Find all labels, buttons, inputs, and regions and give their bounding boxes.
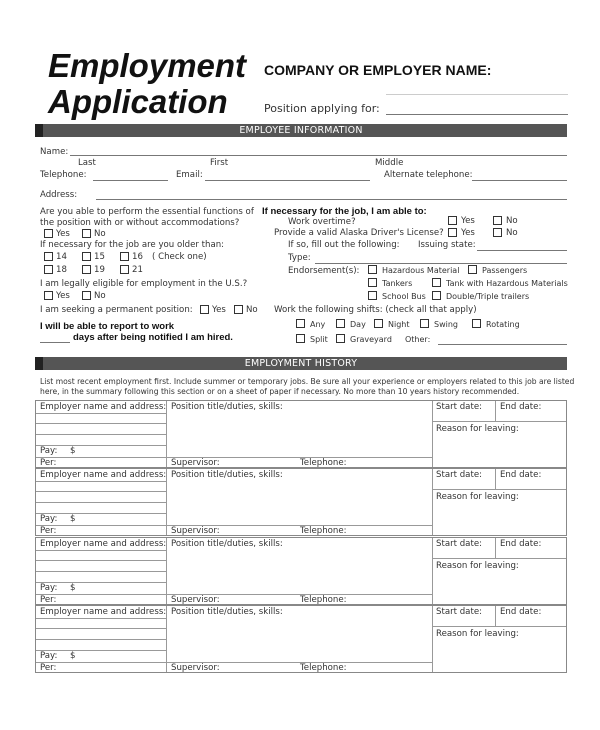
- supervisor-label: Supervisor:: [171, 595, 220, 605]
- report-line1: I will be able to report to work: [40, 321, 175, 332]
- shift-swing-label: Swing: [434, 320, 458, 329]
- name-first-label: First: [210, 158, 229, 168]
- supervisor-label: Supervisor:: [171, 663, 220, 673]
- q-older-label: If necessary for the job are you older than:: [40, 240, 225, 250]
- telephone-label: Telephone:: [300, 595, 347, 605]
- end-date-label: End date:: [500, 470, 542, 480]
- employer-label: Employer name and address:: [40, 539, 167, 549]
- position-input-line[interactable]: [386, 114, 568, 115]
- history-entry: [35, 400, 567, 468]
- per-label: Per:: [40, 595, 57, 605]
- report-line2: days after being notified I am hired.: [73, 332, 233, 343]
- history-intro-line1: List most recent employment first. Include summer or temporary jobs. Be sure all your experience or employers related to this job are listed: [40, 377, 575, 386]
- shift-any-checkbox[interactable]: [296, 319, 305, 328]
- shift-other-label: Other:: [405, 335, 431, 344]
- pay-label: Pay:: [40, 514, 58, 524]
- shift-split-checkbox[interactable]: [296, 334, 305, 343]
- overtime-no-checkbox[interactable]: [493, 216, 502, 225]
- shift-any-label: Any: [310, 320, 326, 329]
- license-no-checkbox[interactable]: [493, 228, 502, 237]
- supervisor-label: Supervisor:: [171, 526, 220, 536]
- age-15-label: 15: [94, 252, 105, 262]
- employer-label: Employer name and address:: [40, 402, 167, 412]
- age-15-checkbox[interactable]: [82, 252, 91, 261]
- pay-dollar: $: [70, 583, 76, 593]
- per-label: Per:: [40, 663, 57, 673]
- position-duties-label: Position title/duties, skills:: [171, 402, 283, 412]
- shift-night-label: Night: [388, 320, 410, 329]
- age-14-checkbox[interactable]: [44, 252, 53, 261]
- pay-label: Pay:: [40, 651, 58, 661]
- if-necessary-heading: If necessary for the job, I am able to:: [262, 206, 427, 217]
- license-yes-checkbox[interactable]: [448, 228, 457, 237]
- eligible-no-checkbox[interactable]: [82, 291, 91, 300]
- license-yes-label: Yes: [461, 228, 475, 238]
- passengers-label: Passengers: [482, 266, 528, 275]
- pay-dollar: $: [70, 514, 76, 524]
- alt-telephone-label: Alternate telephone:: [384, 170, 473, 180]
- supervisor-label: Supervisor:: [171, 458, 220, 468]
- age-19-label: 19: [94, 265, 105, 275]
- school-bus-checkbox[interactable]: [368, 291, 377, 300]
- permanent-yes-label: Yes: [212, 305, 226, 315]
- pay-label: Pay:: [40, 446, 58, 456]
- double-triple-label: Double/Triple trailers: [446, 292, 530, 301]
- position-duties-label: Position title/duties, skills:: [171, 539, 283, 549]
- age-18-label: 18: [56, 265, 67, 275]
- title-application: Application: [48, 83, 228, 120]
- perform-no-label: No: [94, 229, 106, 239]
- telephone-input-line[interactable]: [93, 180, 168, 181]
- telephone-label: Telephone:: [300, 458, 347, 468]
- age-16-checkbox[interactable]: [120, 252, 129, 261]
- tank-hazmat-checkbox[interactable]: [432, 278, 441, 287]
- reason-leaving-label: Reason for leaving:: [436, 629, 519, 639]
- history-entry: [35, 605, 567, 673]
- start-date-label: Start date:: [436, 607, 482, 617]
- company-label: COMPANY OR EMPLOYER NAME:: [264, 62, 492, 78]
- type-input-line[interactable]: [315, 263, 567, 264]
- shift-split-label: Split: [310, 335, 328, 344]
- age-19-checkbox[interactable]: [82, 265, 91, 274]
- shift-rotating-label: Rotating: [486, 320, 520, 329]
- alaska-license-label: Provide a valid Alaska Driver's License?: [274, 228, 444, 238]
- pay-dollar: $: [70, 651, 76, 661]
- reason-leaving-label: Reason for leaving:: [436, 561, 519, 571]
- perform-yes-label: Yes: [56, 229, 70, 239]
- passengers-checkbox[interactable]: [468, 265, 477, 274]
- telephone-label: Telephone:: [40, 170, 87, 180]
- address-label: Address:: [40, 190, 78, 200]
- name-last-label: Last: [78, 158, 96, 168]
- overtime-no-label: No: [506, 216, 518, 226]
- history-entry: [35, 537, 567, 605]
- shift-swing-checkbox[interactable]: [420, 319, 429, 328]
- report-days-input-line[interactable]: [40, 342, 70, 343]
- q-eligible-label: I am legally eligible for employment in the U.S.?: [40, 279, 248, 289]
- overtime-yes-checkbox[interactable]: [448, 216, 457, 225]
- q-perform-line1: Are you able to perform the essential functions of: [40, 207, 254, 217]
- shift-rotating-checkbox[interactable]: [472, 319, 481, 328]
- end-date-label: End date:: [500, 402, 542, 412]
- pay-label: Pay:: [40, 583, 58, 593]
- issuing-state-label: Issuing state:: [418, 240, 476, 250]
- permanent-no-checkbox[interactable]: [234, 305, 243, 314]
- employer-label: Employer name and address:: [40, 470, 167, 480]
- tankers-checkbox[interactable]: [368, 278, 377, 287]
- telephone-label: Telephone:: [300, 526, 347, 536]
- name-input-line[interactable]: [70, 155, 567, 156]
- employer-label: Employer name and address:: [40, 607, 167, 617]
- start-date-label: Start date:: [436, 539, 482, 549]
- permanent-no-label: No: [246, 305, 258, 315]
- age-21-label: 21: [132, 265, 143, 275]
- position-duties-label: Position title/duties, skills:: [171, 607, 283, 617]
- email-input-line[interactable]: [205, 180, 370, 181]
- history-intro-line2: here, in the summary following this section or on a sheet of paper if necessary. No more than 10 years history recommended.: [40, 387, 520, 396]
- permanent-yes-checkbox[interactable]: [200, 305, 209, 314]
- employee-information-header: EMPLOYEE INFORMATION: [35, 124, 567, 137]
- reason-leaving-label: Reason for leaving:: [436, 492, 519, 502]
- email-label: Email:: [176, 170, 203, 180]
- school-bus-label: School Bus: [382, 292, 426, 301]
- title-employment: Employment: [48, 47, 247, 84]
- position-duties-label: Position title/duties, skills:: [171, 470, 283, 480]
- shift-day-label: Day: [350, 320, 366, 329]
- shift-graveyard-checkbox[interactable]: [336, 334, 345, 343]
- name-middle-label: Middle: [375, 158, 404, 168]
- perform-no-checkbox[interactable]: [82, 229, 91, 238]
- q-perform-line2: the position with or without accommodations?: [40, 218, 240, 228]
- q-permanent-label: I am seeking a permanent position:: [40, 305, 193, 315]
- per-label: Per:: [40, 526, 57, 536]
- work-overtime-label: Work overtime?: [288, 217, 356, 227]
- start-date-label: Start date:: [436, 470, 482, 480]
- position-label: Position applying for:: [264, 102, 380, 115]
- if-so-label: If so, fill out the following:: [288, 240, 400, 250]
- shift-other-input-line[interactable]: [438, 344, 567, 345]
- eligible-no-label: No: [94, 291, 106, 301]
- shifts-label: Work the following shifts: (check all that apply): [274, 305, 477, 315]
- age-14-label: 14: [56, 252, 67, 262]
- shift-night-checkbox[interactable]: [374, 319, 383, 328]
- per-label: Per:: [40, 458, 57, 468]
- telephone-label: Telephone:: [300, 663, 347, 673]
- hazmat-label: Hazardous Material: [382, 266, 460, 275]
- company-input-line[interactable]: [386, 94, 568, 95]
- employment-history-header: EMPLOYMENT HISTORY: [35, 357, 567, 370]
- age-21-checkbox[interactable]: [120, 265, 129, 274]
- issuing-state-input-line[interactable]: [477, 250, 567, 251]
- type-label: Type:: [288, 253, 311, 263]
- end-date-label: End date:: [500, 539, 542, 549]
- license-no-label: No: [506, 228, 518, 238]
- shift-day-checkbox[interactable]: [336, 319, 345, 328]
- start-date-label: Start date:: [436, 402, 482, 412]
- name-label: Name:: [40, 147, 69, 157]
- end-date-label: End date:: [500, 607, 542, 617]
- pay-dollar: $: [70, 446, 76, 456]
- shift-graveyard-label: Graveyard: [350, 335, 392, 344]
- endorsements-label: Endorsement(s):: [288, 266, 360, 276]
- check-one-note: ( Check one): [152, 252, 207, 262]
- history-entry: [35, 468, 567, 536]
- address-input-line[interactable]: [96, 199, 567, 200]
- double-triple-checkbox[interactable]: [432, 291, 441, 300]
- hazmat-checkbox[interactable]: [368, 265, 377, 274]
- tankers-label: Tankers: [382, 279, 413, 288]
- overtime-yes-label: Yes: [461, 216, 475, 226]
- reason-leaving-label: Reason for leaving:: [436, 424, 519, 434]
- eligible-yes-checkbox[interactable]: [44, 291, 53, 300]
- eligible-yes-label: Yes: [56, 291, 70, 301]
- perform-yes-checkbox[interactable]: [44, 229, 53, 238]
- age-16-label: 16: [132, 252, 143, 262]
- alt-telephone-input-line[interactable]: [472, 180, 567, 181]
- age-18-checkbox[interactable]: [44, 265, 53, 274]
- tank-hazmat-label: Tank with Hazardous Materials: [446, 279, 568, 288]
